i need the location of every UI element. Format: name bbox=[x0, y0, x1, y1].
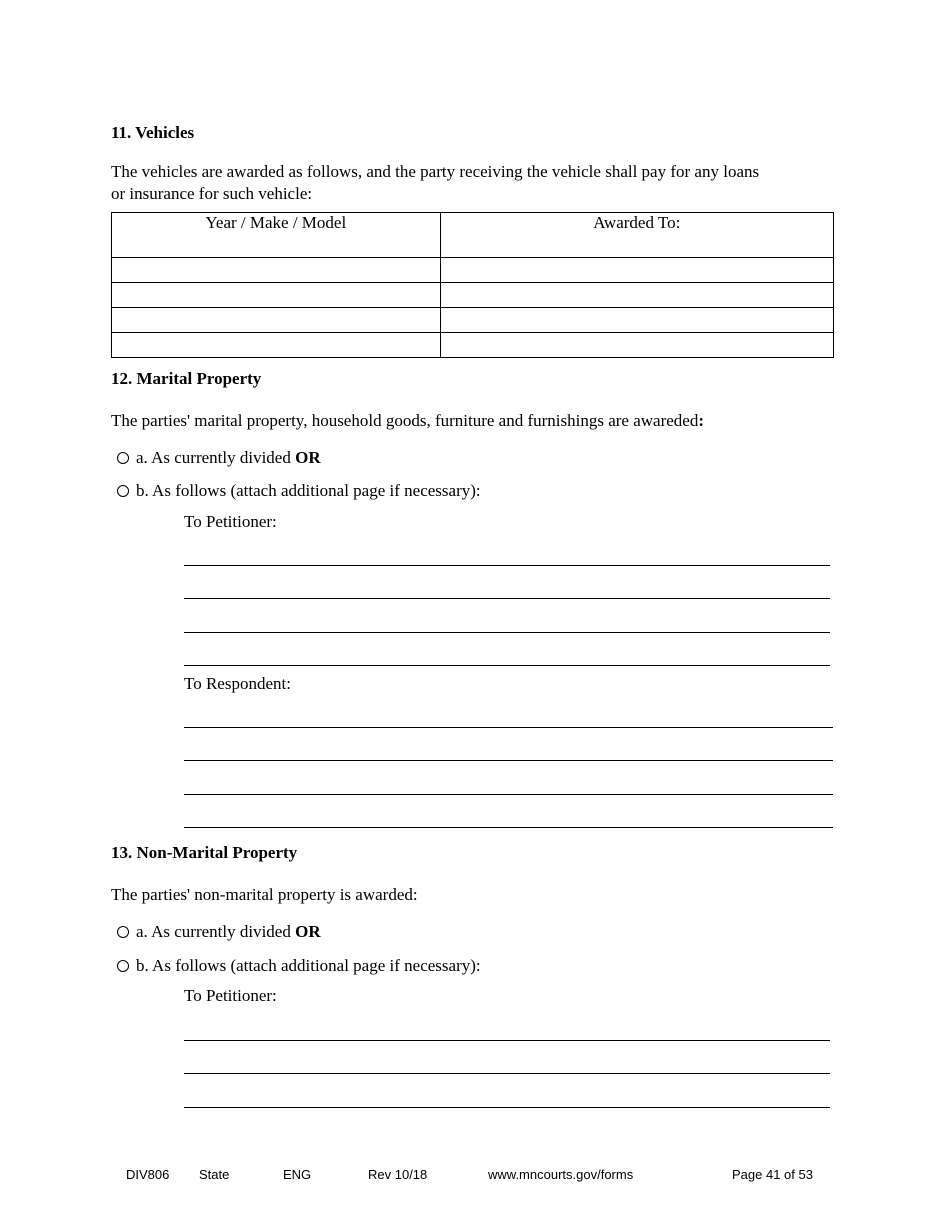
footer-jurisdiction: State bbox=[199, 1167, 230, 1182]
non-marital-petitioner-line[interactable] bbox=[184, 1040, 830, 1041]
footer-form-id: DIV806 bbox=[126, 1167, 170, 1182]
radio-button-icon[interactable] bbox=[117, 960, 129, 972]
marital-petitioner-line[interactable] bbox=[184, 598, 830, 599]
awarded-to-cell[interactable] bbox=[440, 333, 833, 358]
marital-petitioner-line[interactable] bbox=[184, 565, 830, 566]
section-12-intro: The parties' marital property, household goods, furniture and furnishings are awareded: bbox=[111, 411, 705, 430]
section-11-heading: 11. Vehicles bbox=[111, 123, 195, 142]
column-header-year-make-model: Year / Make / Model bbox=[112, 213, 441, 258]
awarded-to-cell[interactable] bbox=[440, 283, 833, 308]
vehicles-table bbox=[111, 212, 834, 358]
marital-respondent-line[interactable] bbox=[184, 760, 833, 761]
marital-option-b[interactable]: b. As follows (attach additional page if necessary): bbox=[117, 481, 481, 501]
non-marital-option-b[interactable]: b. As follows (attach additional page if necessary): bbox=[117, 956, 481, 976]
vehicle-cell[interactable] bbox=[112, 258, 441, 283]
marital-petitioner-line[interactable] bbox=[184, 665, 830, 666]
section-11-intro: The vehicles are awarded as follows, and the party receiving the vehicle shall pay for any loans or insurance for such vehicle: bbox=[111, 162, 760, 203]
section-13-intro: The parties' non-marital property is awarded: bbox=[111, 885, 418, 904]
footer-website: www.mncourts.gov/forms bbox=[488, 1167, 634, 1182]
vehicle-cell[interactable] bbox=[112, 333, 441, 358]
non-marital-to-petitioner-label: To Petitioner: bbox=[184, 986, 277, 1005]
vehicle-cell[interactable] bbox=[112, 283, 441, 308]
radio-button-icon[interactable] bbox=[117, 926, 129, 938]
column-header-awarded-to: Awarded To: bbox=[440, 213, 833, 258]
marital-to-petitioner-label: To Petitioner: bbox=[184, 512, 277, 531]
marital-to-respondent-label: To Respondent: bbox=[184, 674, 291, 693]
non-marital-petitioner-line[interactable] bbox=[184, 1073, 830, 1074]
table-row bbox=[112, 308, 834, 333]
radio-button-icon[interactable] bbox=[117, 452, 129, 464]
awarded-to-cell[interactable] bbox=[440, 308, 833, 333]
marital-respondent-line[interactable] bbox=[184, 727, 833, 728]
non-marital-petitioner-line[interactable] bbox=[184, 1107, 830, 1108]
table-row bbox=[112, 258, 834, 283]
section-12-heading: 12. Marital Property bbox=[111, 369, 262, 388]
marital-respondent-line[interactable] bbox=[184, 794, 833, 795]
non-marital-option-a[interactable]: a. As currently divided OR bbox=[117, 922, 321, 942]
footer-page-number: Page 41 of 53 bbox=[732, 1167, 813, 1182]
footer-revision: Rev 10/18 bbox=[368, 1167, 428, 1182]
section-13-heading: 13. Non-Marital Property bbox=[111, 843, 298, 862]
table-header-row bbox=[112, 213, 834, 258]
footer-language: ENG bbox=[283, 1167, 312, 1182]
table-row bbox=[112, 283, 834, 308]
radio-button-icon[interactable] bbox=[117, 485, 129, 497]
vehicle-cell[interactable] bbox=[112, 308, 441, 333]
marital-petitioner-line[interactable] bbox=[184, 632, 830, 633]
table-row bbox=[112, 333, 834, 358]
marital-option-a[interactable]: a. As currently divided OR bbox=[117, 448, 321, 468]
marital-respondent-line[interactable] bbox=[184, 827, 833, 828]
awarded-to-cell[interactable] bbox=[440, 258, 833, 283]
